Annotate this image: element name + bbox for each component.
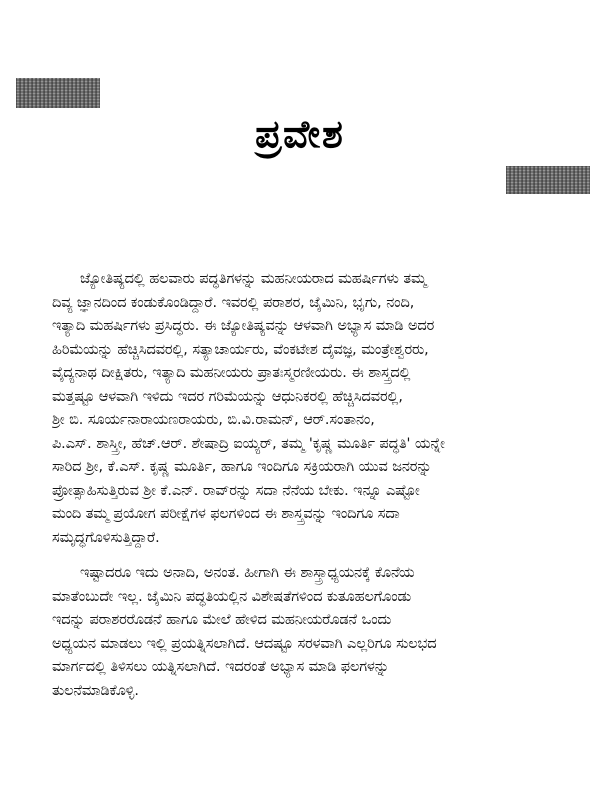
text-line: ಶ್ರೀ ಬಿ. ಸೂರ್ಯನಾರಾಯಣರಾಯರು, ಬಿ.ವಿ.ರಾಮನ್, ಆರ್.ಸಂತಾನಂ, [52,412,375,428]
text-line: ಮಂದಿ ತಮ್ಮ ಪ್ರಯೋಗ ಪರೀಕ್ಷೆಗಳ ಫಲಗಳಿಂದ ಈ ಶಾಸ್ತ್ರವನ್ನು ಇಂದಿಗೂ ಸದಾ [52,506,400,522]
paragraph [52,562,558,703]
text-line: ಜ್ಯೋತಿಷ್ಯದಲ್ಲಿ ಹಲವಾರು ಪದ್ಧತಿಗಳನ್ನು ಮಹನೀಯರಾದ ಮಹರ್ಷಿಗಳು ತಮ್ಮ [80,271,427,287]
text-line: ಅಧ್ಯಯನ ಮಾಡಲು ಇಲ್ಲಿ ಪ್ರಯತ್ನಿಸಲಾಗಿದೆ. ಆದಷ್ಟೂ ಸರಳವಾಗಿ ಎಲ್ಲರಿಗೂ ಸುಲಭದ [52,635,437,652]
text-line: ಮಾತೆಂಬುದೇ ಇಲ್ಲ. ಜೈಮಿನಿ ಪದ್ಧತಿಯಲ್ಲಿನ ವಿಶೇಷತೆಗಳಿಂದ ಕುತೂಹಲಗೊಂಡು [52,588,412,605]
paragraph [52,268,558,550]
text-line: ಹಿರಿಮೆಯನ್ನು ಹೆಚ್ಚಿಸಿದವರಲ್ಲಿ, ಸತ್ಯಾಚಾರ್ಯರು, ವೆಂಕಟೇಶ ದೈವಜ್ಞ, ಮಂತ್ರೇಶ್ವರರು, [52,341,429,358]
text-line: ಮತ್ತಷ್ಟೂ ಆಳವಾಗಿ ಇಳಿದು ಇದರ ಗರಿಮೆಯನ್ನು ಆಧುನಿಕರಲ್ಲಿ ಹೆಚ್ಚಿಸಿದವರಲ್ಲಿ, [52,388,403,405]
text-line: ಸಾರಿದ ಶ್ರೀ, ಕೆ.ಎಸ್. ಕೃಷ್ಣ ಮೂರ್ತಿ, ಹಾಗೂ ಇಂದಿಗೂ ಸಕ್ರಿಯರಾಗಿ ಯುವ ಜನರನ್ನು [52,459,432,475]
text-line: ಮಾರ್ಗದಲ್ಲಿ ತಿಳಿಸಲು ಯತ್ನಿಸಲಾಗಿದೆ. ಇದರಂತೆ ಅಭ್ಯಾಸ ಮಾಡಿ ಫಲಗಳನ್ನು [52,659,390,675]
text-line: ಇತ್ಯಾದಿ ಮಹರ್ಷಿಗಳು ಪ್ರಸಿದ್ಧರು. ಈ ಜ್ಯೋತಿಷ್ಯವನ್ನು ಆಳವಾಗಿ ಅಭ್ಯಾಸ ಮಾಡಿ ಅದರ [52,318,435,334]
text-line: ಪಿ.ಎಸ್. ಶಾಸ್ತ್ರೀ, ಹೆಚ್.ಆರ್. ಶೇಷಾದ್ರಿ ಐಯ್ಯರ್, ತಮ್ಮ 'ಕೃಷ್ಣ ಮೂರ್ತಿ ಪದ್ಧತಿ' ಯನ್ನೇ [52,435,445,452]
text-line: ದಿವ್ಯ ಜ್ಞಾನದಿಂದ ಕಂಡುಕೊಂಡಿದ್ದಾರೆ. ಇವರಲ್ಲಿ ಪರಾಶರ, ಜೈಮಿನಿ, ಭೃಗು, ನಂದಿ, [52,294,415,311]
text-line: ಸಮೃದ್ಧಗೊಳಿಸುತ್ತಿದ್ದಾರೆ. [52,529,160,546]
scan-artifact [506,166,590,194]
text-line: ಇದನ್ನು ಪರಾಶರರೊಡನೆ ಹಾಗೂ ಮೇಲೆ ಹೇಳಿದ ಮಹನೀಯರೊಡನೆ ಒಂದು [52,612,392,628]
text-line: ತುಲನೆಮಾಡಿಕೊಳ್ಳಿ. [52,682,139,699]
text-line: ವೈದ್ಯನಾಥ ದೀಕ್ಷಿತರು, ಇತ್ಯಾದಿ ಮಹನೀಯರು ಪ್ರಾತಃಸ್ಮರಣೀಯರು. ಈ ಶಾಸ್ತ್ರದಲ್ಲಿ [52,365,411,381]
text-line: ಪ್ರೋತ್ಸಾಹಿಸುತ್ತಿರುವ ಶ್ರೀ ಕೆ.ಎನ್. ರಾವ್‌ರನ್ನು ಸದಾ ನೆನೆಯ ಬೇಕು. ಇನ್ನೂ ಎಷ್ಟೋ [52,482,420,499]
page-title: ಪ್ರವೇಶ [255,112,345,156]
scan-artifact [16,78,100,108]
text-line: ಇಷ್ಟಾದರೂ ಇದು ಅನಾದಿ, ಅನಂತ. ಹೀಗಾಗಿ ಈ ಶಾಸ್ತ್ರಾಧ್ಯಯನಕ್ಕೆ ಕೊನೆಯ [80,565,415,581]
body-text [52,268,558,703]
